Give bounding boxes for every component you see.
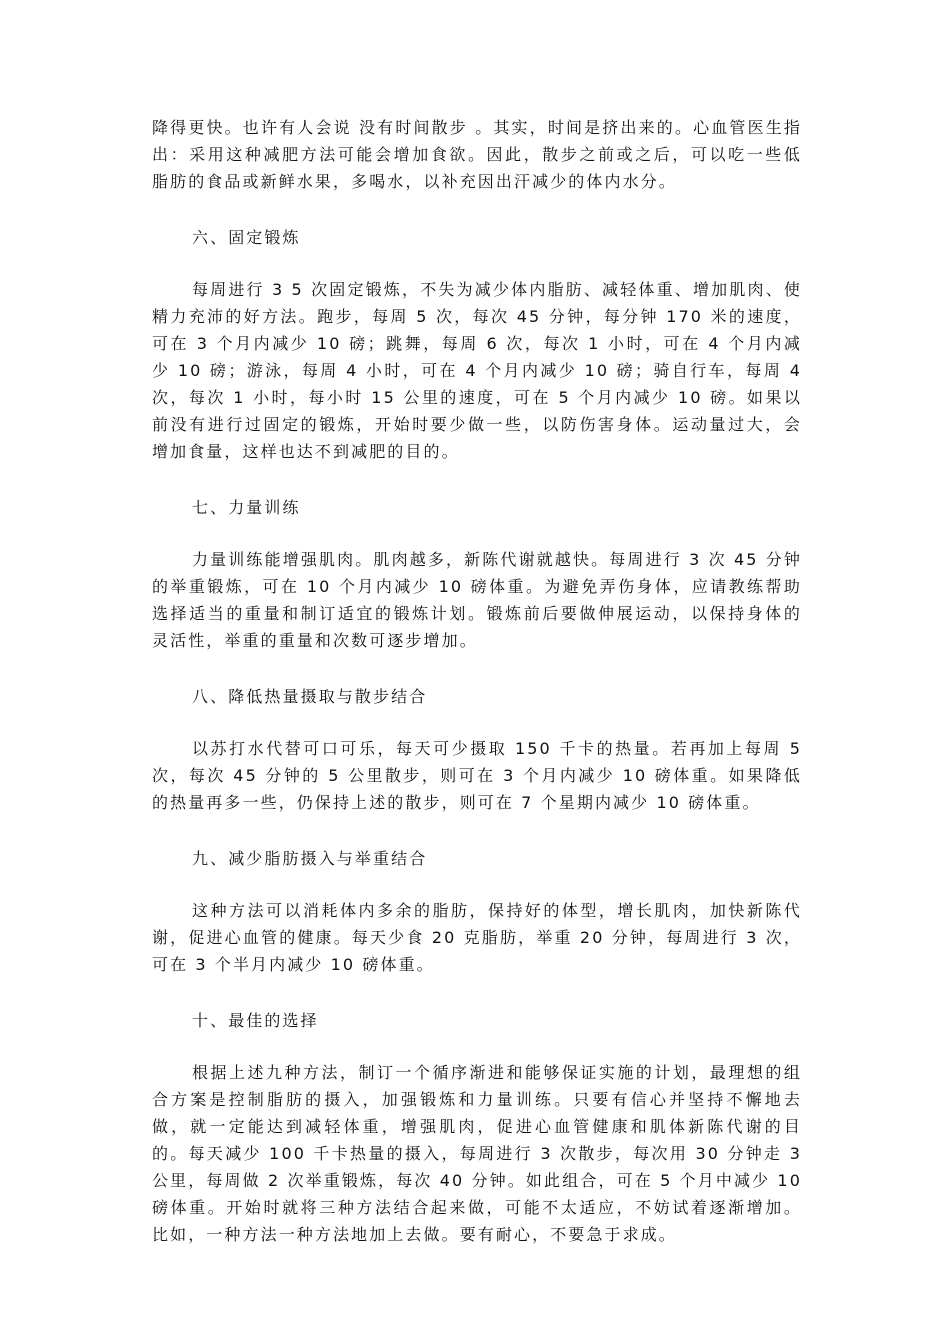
document-page [152,114,802,1248]
section-heading-9: 九、减少脂肪摄入与举重结合 [192,849,428,868]
section-heading-10: 十、最佳的选择 [192,1011,319,1030]
paragraph-section-7: 力量训练能增强肌肉。肌肉越多，新陈代谢就越快。每周进行 3 次 45 分钟的举重锻炼，可在 10 个月内减少 10 磅体重。为避免弄伤身体，应请教练帮助选择适当的重量和制订适宜的锻炼计划。锻炼前后要做伸展运动，以保持身体的灵活性，举重的重量和次数可逐步增加。 [152,550,802,650]
section-heading-6: 六、固定锻炼 [192,228,301,247]
paragraph-section-10: 根据上述九种方法，制订一个循序渐进和能够保证实施的计划，最理想的组合方案是控制脂肪的摄入，加强锻炼和力量训练。只要有信心并坚持不懈地去做，就一定能达到减轻体重，增强肌肉，促进心血管健康和肌体新陈代谢的目的。每天减少 100 千卡热量的摄入，每周进行 3 次散步，每次用 30 分钟走 3 公里，每周做 2 次举重锻炼，每次 40 分钟。如此组合，可在 5 个月中减少 10 磅体重。开始时就将三种方法结合起来做，可能不太适应，不妨试着逐渐增加。比如，一种方法一种方法地加上去做。要有耐心，不要急于求成。 [152,1063,802,1244]
paragraph-section-6: 每周进行 3 5 次固定锻炼，不失为减少体内脂肪、减轻体重、增加肌肉、使精力充沛的好方法。跑步，每周 5 次，每次 45 分钟，每分钟 170 米的速度，可在 3 个月内减少 10 磅；跳舞，每周 6 次，每次 1 小时，可在 4 个月内减少 10 磅；游泳，每周 4 小时，可在 4 个月内减少 10 磅；骑自行车，每周 4 次，每次 1 小时，每小时 15 公里的速度，可在 5 个月内减少 10 磅。如果以前没有进行过固定的锻炼，开始时要少做一些，以防伤害身体。运动量过大，会增加食量，这样也达不到减肥的目的。 [152,280,802,461]
paragraph-section-8: 以苏打水代替可口可乐，每天可少摄取 150 千卡的热量。若再加上每周 5 次，每次 45 分钟的 5 公里散步，则可在 3 个月内减少 10 磅体重。如果降低的热量再多一些，仍保持上述的散步，则可在 7 个星期内减少 10 磅体重。 [152,739,802,812]
section-heading-8: 八、降低热量摄取与散步结合 [192,687,428,706]
paragraph-section-9: 这种方法可以消耗体内多余的脂肪，保持好的体型，增长肌肉，加快新陈代谢，促进心血管的健康。每天少食 20 克脂肪，举重 20 分钟，每周进行 3 次，可在 3 个半月内减少 10 磅体重。 [152,901,802,974]
paragraph-intro: 降得更快。也许有人会说 没有时间散步 。其实，时间是挤出来的。心血管医生指出：采用这种减肥方法可能会增加食欲。因此，散步之前或之后，可以吃一些低脂肪的食品或新鲜水果，多喝水，以补充因出汗减少的体内水分。 [152,118,802,191]
section-heading-7: 七、力量训练 [192,498,301,517]
